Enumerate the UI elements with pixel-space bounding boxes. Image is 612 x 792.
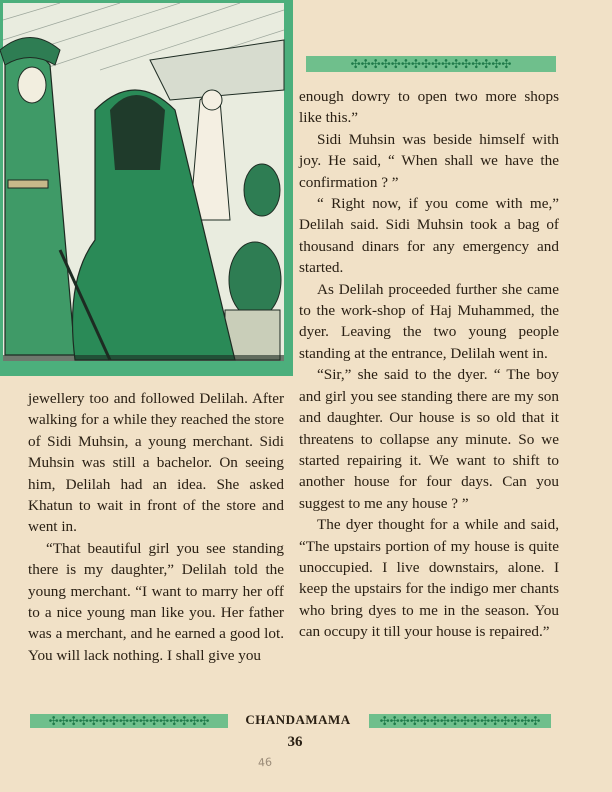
ornament-strip-bottom-right — [369, 714, 551, 728]
paragraph: The dyer thought for a while and said, “The upstairs portion of my house is quite unoccupied. I live downstairs, alone. I keep the upstairs for the indigo mer chants who bring dyes to me in the season. You can occupy it till your house is repaired.” — [299, 516, 559, 641]
magazine-title: CHANDAMAMA — [245, 712, 351, 727]
paragraph: As Delilah proceeded further she came to the work-shop of Haj Muhammed, the dyer. Leaving the two young people standing at the entrance, Delilah went in. — [299, 280, 559, 362]
paragraph: “ Right now, if you come with me,” Delilah said. Sidi Muhsin took a bag of thousand dinars for any emergency and started. — [299, 195, 559, 277]
text-column-left — [28, 388, 284, 666]
ornament-strip-bottom-left — [30, 714, 228, 728]
text-column-right — [299, 86, 559, 643]
page-number: 36 — [287, 734, 303, 750]
illustration — [0, 0, 293, 376]
paragraph: Sidi Muhsin was beside himself with joy. He said, “ When shall we have the confirmation ? ” — [299, 130, 559, 191]
paragraph: “That beautiful girl you see standing there is my daughter,” Delilah told the young merchant. “I want to marry her off to a nice young man like you. Her father was a merchant, and he earned a good lot. You will lack nothing. I shall give you — [28, 539, 284, 664]
handwritten-note: 46 — [257, 755, 273, 770]
market-scene-illustration — [0, 0, 293, 376]
paragraph: “Sir,” she said to the dyer. “ The boy and girl you see standing there are my son and daughter. Our house is so old that it threatens to collapse any minute. So we started repairing it. We want to shift to another house for four days. Can you suggest to me any house ? ” — [299, 366, 559, 512]
ornament-icon: ✣✣✣✣✣✣✣✣✣✣✣✣✣✣✣✣ — [379, 714, 541, 728]
ornament-icon: ✣✣✣✣✣✣✣✣✣✣✣✣✣✣✣✣ — [350, 57, 512, 71]
paragraph: jewellery too and followed Delilah. After walking for a while they reached the store of Sidi Muhsin, a young merchant. Sidi Muhsin was still a bachelor. On seeing him, Delilah had an idea. She asked Khatun to wait in front of the store and went in. — [28, 390, 284, 536]
ornament-icon: ✣✣✣✣✣✣✣✣✣✣✣✣✣✣✣✣ — [48, 714, 210, 728]
ornament-strip-top — [306, 56, 556, 72]
paragraph: enough dowry to open two more shops like this.” — [299, 88, 559, 127]
